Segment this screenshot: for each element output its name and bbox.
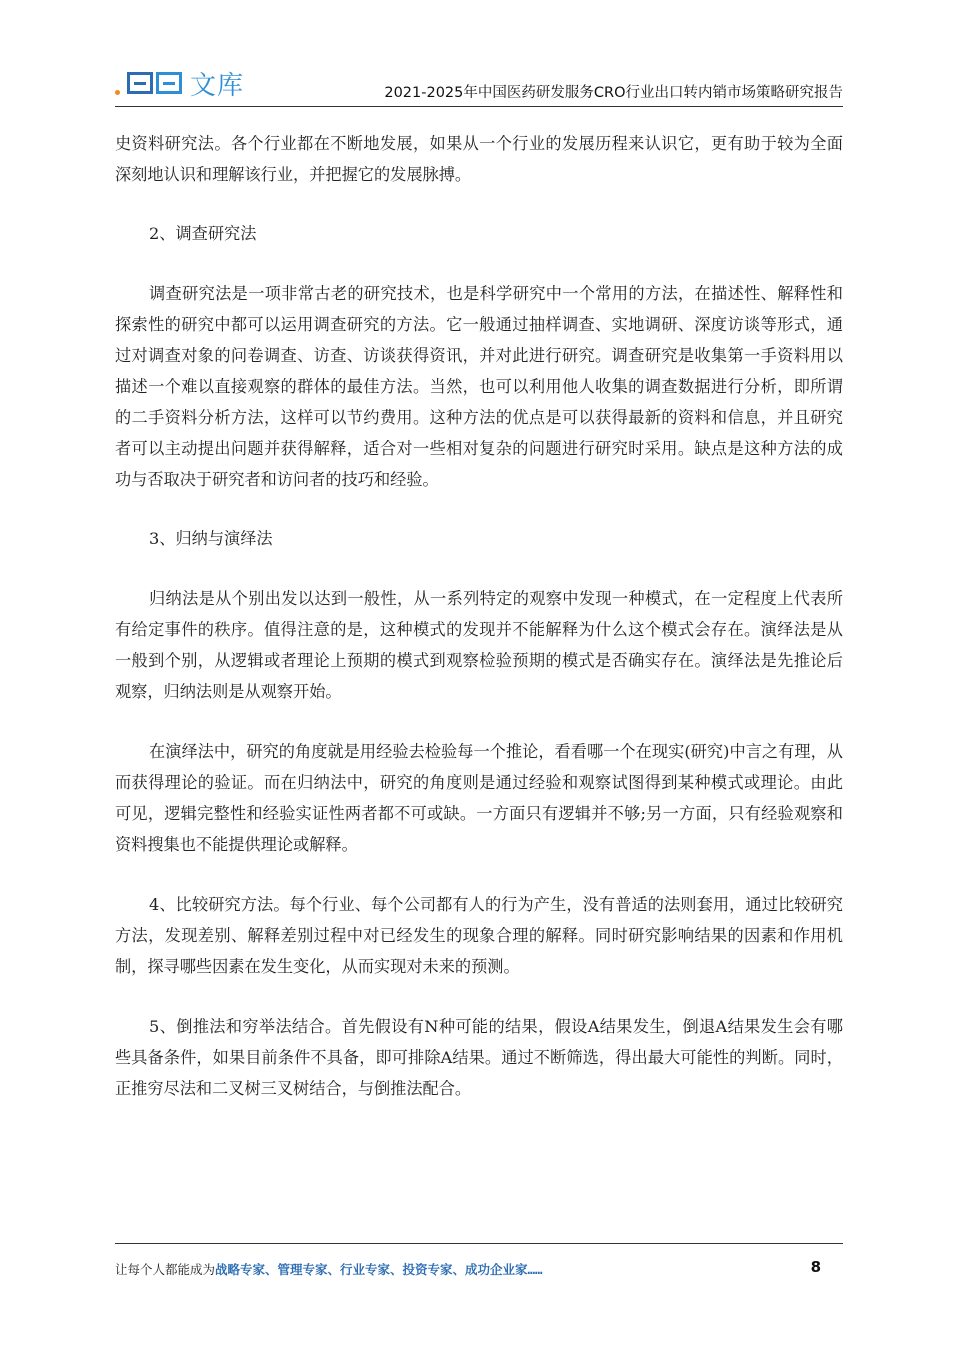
logo-mark-icon [115,72,182,95]
section-heading-induction-deduction: 3、归纳与演绎法 [149,529,273,548]
section-heading-survey: 2、调查研究法 [149,224,257,243]
page-number: 8 [810,1258,821,1276]
footer-slogan-lead: 让每个人都能成为 [115,1262,216,1277]
paragraph-history-method: 史资料研究法。各个行业都在不断地发展，如果从一个行业的发展历程来认识它，更有助于较为全面深刻地认识和理解该行业，并把握它的发展脉搏。 [115,134,843,184]
paragraph-backward-method: 5、倒推法和穷举法结合。首先假设有N种可能的结果，假设A结果发生，倒退A结果发生会有哪些具备条件，如果目前条件不具备，即可排除A结果。通过不断筛选，得出最大可能性的判断。同时，正推穷尽法和二叉树三叉树结合，与倒推法配合。 [115,1017,843,1098]
page-header [115,62,843,107]
paragraph-deduction: 在演绎法中，研究的角度就是用经验去检验每一个推论，看看哪一个在现实(研究)中言之有理，从而获得理论的验证。而在归纳法中，研究的角度则是通过经验和观察试图得到某种模式或理论。由此可见，逻辑完整性和经验实证性两者都不可或缺。一方面只有逻辑并不够;另一方面，只有经验观察和资料搜集也不能提供理论或解释。 [115,742,843,854]
footer-slogan-highlight: 战略专家、管理专家、行业专家、投资专家、成功企业家…… [215,1262,543,1277]
paragraph-comparison-method: 4、比较研究方法。每个行业、每个公司都有人的行为产生，没有普适的法则套用，通过比较研究方法，发现差别、解释差别过程中对已经发生的现象合理的解释。同时研究影响结果的因素和作用机制，探寻哪些因素在发生变化，从而实现对未来的预测。 [115,895,843,976]
report-title: 2021-2025年中国医药研发服务CRO行业出口转内销市场策略研究报告 [384,85,843,101]
document-body [115,128,843,1104]
paragraph-induction: 归纳法是从个别出发以达到一般性，从一系列特定的观察中发现一种模式，在一定程度上代表所有给定事件的秩序。值得注意的是，这种模式的发现并不能解释为什么这个模式会存在。演绎法是从一般到个别，从逻辑或者理论上预期的模式到观察检验预期的模式是否确实存在。演绎法是先推论后观察，归纳法则是从观察开始。 [115,589,843,701]
page-footer [115,1243,843,1277]
logo-text: 文库 [190,70,245,101]
paragraph-survey-method: 调查研究法是一项非常古老的研究技术，也是科学研究中一个常用的方法，在描述性、解释性和探索性的研究中都可以运用调查研究的方法。它一般通过抽样调查、实地调研、深度访谈等形式，通过对调查对象的问卷调查、访查、访谈获得资讯，并对此进行研究。调查研究是收集第一手资料用以描述一个难以直接观察的群体的最佳方法。当然，也可以利用他人收集的调查数据进行分析，即所谓的二手资料分析方法，这样可以节约费用。这种方法的优点是可以获得最新的资料和信息，并且研究者可以主动提出问题并获得解释，适合对一些相对复杂的问题进行研究时采用。缺点是这种方法的成功与否取决于研究者和访问者的技巧和经验。 [115,284,843,489]
logo [115,64,244,102]
footer-slogan [115,1260,543,1278]
